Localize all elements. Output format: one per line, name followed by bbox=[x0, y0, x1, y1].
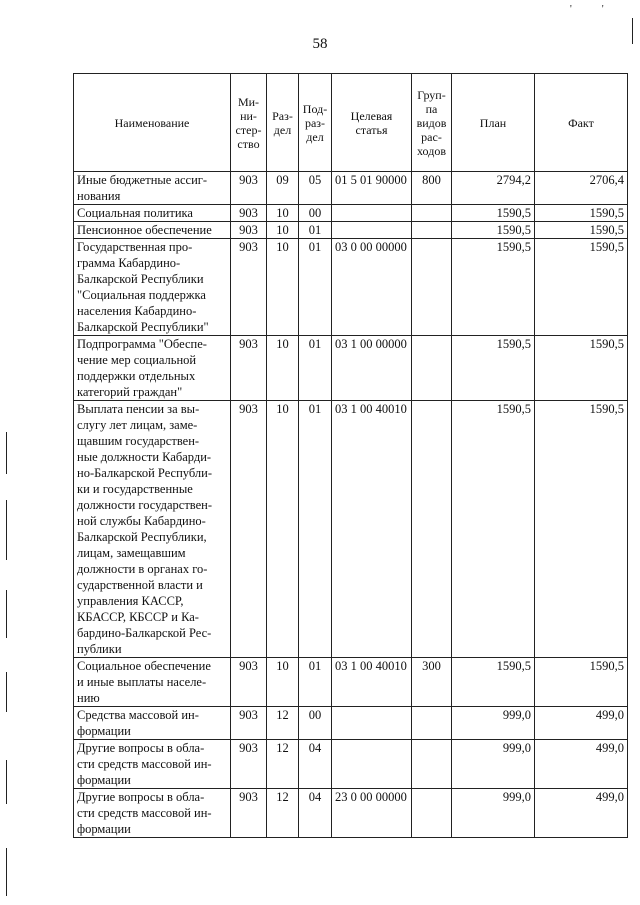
table-row bbox=[74, 401, 628, 658]
table-row bbox=[74, 707, 628, 740]
row-target-article: 03 1 00 40010 bbox=[332, 658, 412, 707]
scan-marks bbox=[570, 4, 634, 15]
scan-mark: ' bbox=[570, 4, 602, 15]
scan-mark: ' bbox=[601, 4, 634, 15]
row-expense-group bbox=[412, 205, 452, 222]
row-target-article bbox=[332, 205, 412, 222]
row-section: 12 bbox=[267, 740, 299, 789]
row-section: 10 bbox=[267, 239, 299, 336]
row-expense-group bbox=[412, 336, 452, 401]
row-plan: 1590,5 bbox=[452, 222, 535, 239]
table-row bbox=[74, 172, 628, 205]
scan-edge-mark bbox=[6, 848, 7, 896]
row-name: Социальное обеспечение и иные выплаты населе- нию bbox=[74, 658, 231, 707]
row-subsection: 01 bbox=[299, 336, 332, 401]
table-body bbox=[74, 172, 628, 838]
row-ministry: 903 bbox=[231, 172, 267, 205]
table-row bbox=[74, 222, 628, 239]
row-name: Другие вопросы в обла- сти средств массовой ин- формации bbox=[74, 740, 231, 789]
row-plan: 999,0 bbox=[452, 740, 535, 789]
row-expense-group: 800 bbox=[412, 172, 452, 205]
row-subsection: 01 bbox=[299, 222, 332, 239]
row-fact: 1590,5 bbox=[535, 222, 628, 239]
row-section: 12 bbox=[267, 707, 299, 740]
row-ministry: 903 bbox=[231, 222, 267, 239]
row-fact: 1590,5 bbox=[535, 205, 628, 222]
row-target-article bbox=[332, 707, 412, 740]
row-ministry: 903 bbox=[231, 707, 267, 740]
row-target-article: 03 1 00 40010 bbox=[332, 401, 412, 658]
table-row bbox=[74, 658, 628, 707]
row-name: Выплата пенсии за вы- слугу лет лицам, заме- щавшим государствен- ные должности Кабарди- но-Балкарской Республи- ки и государственные должности государствен- ной службы Кабардино- Балкарской Республики, лицам, замещавшим должности в органах го- сударственной власти и управления КАССР, КБАССР, КБССР и Ка- бардино-Балкарской Рес- публики bbox=[74, 401, 231, 658]
row-name: Средства массовой ин- формации bbox=[74, 707, 231, 740]
row-plan: 1590,5 bbox=[452, 336, 535, 401]
row-ministry: 903 bbox=[231, 401, 267, 658]
row-plan: 1590,5 bbox=[452, 239, 535, 336]
row-target-article: 23 0 00 00000 bbox=[332, 789, 412, 838]
row-plan: 1590,5 bbox=[452, 205, 535, 222]
scan-edge-mark bbox=[6, 760, 7, 804]
row-ministry: 903 bbox=[231, 205, 267, 222]
row-name: Иные бюджетные ассиг- нования bbox=[74, 172, 231, 205]
table-header-row bbox=[74, 74, 628, 172]
scan-edge-mark bbox=[6, 672, 7, 712]
table-row bbox=[74, 205, 628, 222]
row-section: 10 bbox=[267, 336, 299, 401]
header-section: Раз- дел bbox=[267, 74, 299, 172]
row-subsection: 04 bbox=[299, 740, 332, 789]
row-expense-group bbox=[412, 239, 452, 336]
header-fact: Факт bbox=[535, 74, 628, 172]
row-fact: 1590,5 bbox=[535, 401, 628, 658]
row-name: Государственная про- грамма Кабардино- Балкарской Республики "Социальная поддержка населения Кабардино- Балкарской Республики" bbox=[74, 239, 231, 336]
scan-edge-mark bbox=[632, 18, 633, 44]
row-plan: 1590,5 bbox=[452, 658, 535, 707]
row-fact: 499,0 bbox=[535, 789, 628, 838]
row-name: Другие вопросы в обла- сти средств массовой ин- формации bbox=[74, 789, 231, 838]
row-target-article bbox=[332, 222, 412, 239]
row-name: Подпрограмма "Обеспе- чение мер социальной поддержки отдельных категорий граждан" bbox=[74, 336, 231, 401]
row-subsection: 01 bbox=[299, 239, 332, 336]
row-expense-group bbox=[412, 789, 452, 838]
row-fact: 1590,5 bbox=[535, 336, 628, 401]
row-subsection: 00 bbox=[299, 707, 332, 740]
row-fact: 1590,5 bbox=[535, 239, 628, 336]
header-expense-group: Груп- па видов рас- ходов bbox=[412, 74, 452, 172]
row-ministry: 903 bbox=[231, 740, 267, 789]
header-plan: План bbox=[452, 74, 535, 172]
row-subsection: 04 bbox=[299, 789, 332, 838]
row-target-article: 03 1 00 00000 bbox=[332, 336, 412, 401]
row-subsection: 05 bbox=[299, 172, 332, 205]
row-expense-group bbox=[412, 222, 452, 239]
header-subsection: Под- раз- дел bbox=[299, 74, 332, 172]
row-section: 10 bbox=[267, 222, 299, 239]
row-section: 12 bbox=[267, 789, 299, 838]
budget-table bbox=[73, 73, 628, 838]
table-row bbox=[74, 239, 628, 336]
row-target-article: 01 5 01 90000 bbox=[332, 172, 412, 205]
row-subsection: 01 bbox=[299, 401, 332, 658]
row-section: 09 bbox=[267, 172, 299, 205]
scan-edge-mark bbox=[6, 500, 7, 560]
row-expense-group: 300 bbox=[412, 658, 452, 707]
row-fact: 1590,5 bbox=[535, 658, 628, 707]
row-ministry: 903 bbox=[231, 239, 267, 336]
row-name: Пенсионное обеспечение bbox=[74, 222, 231, 239]
row-fact: 2706,4 bbox=[535, 172, 628, 205]
table-row bbox=[74, 789, 628, 838]
row-section: 10 bbox=[267, 401, 299, 658]
header-target-article: Целевая статья bbox=[332, 74, 412, 172]
row-expense-group bbox=[412, 707, 452, 740]
scan-edge-mark bbox=[6, 432, 7, 474]
row-ministry: 903 bbox=[231, 789, 267, 838]
row-fact: 499,0 bbox=[535, 740, 628, 789]
row-plan: 999,0 bbox=[452, 707, 535, 740]
row-section: 10 bbox=[267, 658, 299, 707]
row-plan: 2794,2 bbox=[452, 172, 535, 205]
row-plan: 1590,5 bbox=[452, 401, 535, 658]
row-target-article: 03 0 00 00000 bbox=[332, 239, 412, 336]
row-ministry: 903 bbox=[231, 658, 267, 707]
row-subsection: 01 bbox=[299, 658, 332, 707]
page-number: 58 bbox=[312, 36, 328, 52]
row-expense-group bbox=[412, 740, 452, 789]
scan-edge-mark bbox=[6, 590, 7, 638]
row-subsection: 00 bbox=[299, 205, 332, 222]
row-section: 10 bbox=[267, 205, 299, 222]
header-ministry: Ми- ни- стер- ство bbox=[231, 74, 267, 172]
row-expense-group bbox=[412, 401, 452, 658]
table-row bbox=[74, 336, 628, 401]
row-plan: 999,0 bbox=[452, 789, 535, 838]
row-fact: 499,0 bbox=[535, 707, 628, 740]
row-ministry: 903 bbox=[231, 336, 267, 401]
table-row bbox=[74, 740, 628, 789]
row-target-article bbox=[332, 740, 412, 789]
header-name: Наименование bbox=[74, 74, 231, 172]
row-name: Социальная политика bbox=[74, 205, 231, 222]
